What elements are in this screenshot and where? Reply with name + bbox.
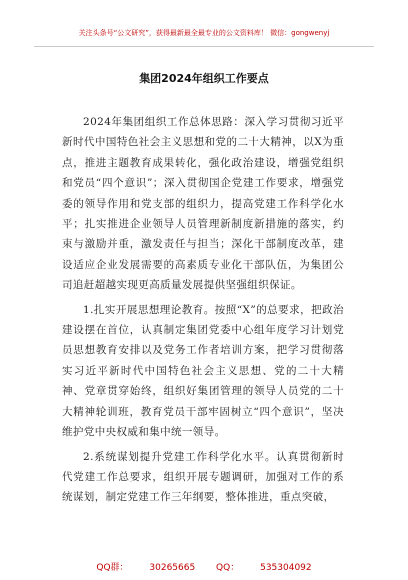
footer-contact: QQ群： 30265665 QQ： 535304092 xyxy=(96,563,312,573)
document-body xyxy=(62,112,344,512)
header-banner: 关注头条号“公文研究”，获得最新最全最专业的公文资料库！ 微信：gongwenyj xyxy=(78,29,330,37)
paragraph-overview: 2024年集团组织工作总体思路：深入学习贯彻习近平新时代中国特色社会主义思想和党的二十大精神，以X为重点，推进主题教育成果转化，强化政治建设，增强党组织和党员“四个意识”；深入贯彻国企党建工作要求，增强党委的领导作用和党支部的组织力，提高党建工作科学化水平；扎实推进企业领导人员管理新制度新措施的落实，约束与激励并重，激发责任与担当；深化干部制度改革，建设适应企业发展需要的高素质专业化干部队伍，为集团公司追赶超越实现更高质量发展提供坚强组织保证。 xyxy=(62,116,344,292)
paragraph-item-2: 2.系统谋划提升党建工作科学化水平。认真贯彻新时代党建工作总要求，组织开展专题调研，加强对工作的系统谋划，制定党建工作三年纲要，整体推进，重点突破， xyxy=(62,450,344,504)
paragraph-item-1: 1.扎实开展思想理论教育。按照“X”的总要求，把政治建设摆在首位，认真制定集团党委中心组年度学习计划党员思想教育安排以及党务工作者培训方案，把学习贯彻落实习近平新时代中国特色社会主义思想、党的二十大精神、党章贯穿始终，组织好集团管理的领导人员党的二十大精神轮训班，教育党员干部牢固树立“四个意识”，坚决维护党中央权威和集中统一领导。 xyxy=(62,303,344,439)
document-title: 集团2024年组织工作要点 xyxy=(139,72,269,85)
header-divider xyxy=(34,46,374,47)
